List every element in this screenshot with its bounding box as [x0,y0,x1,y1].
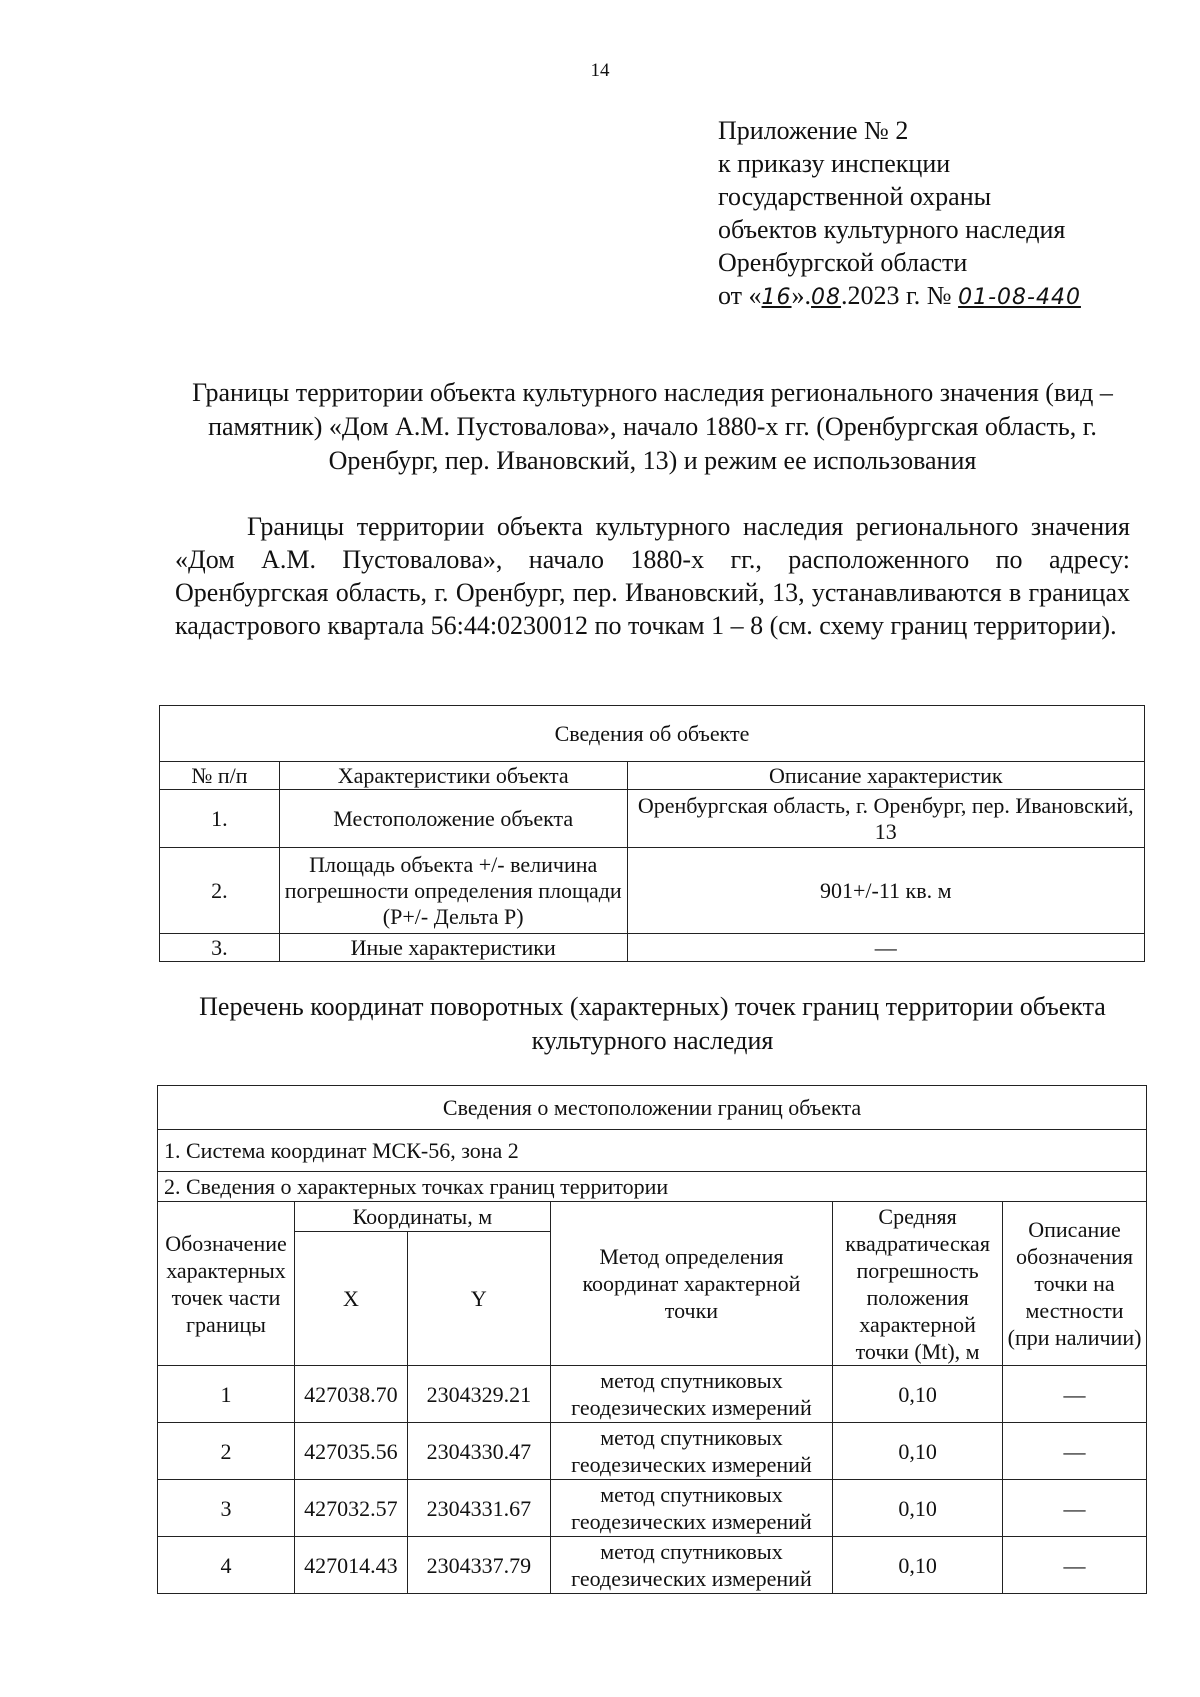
header-error: Средняя квадратическая погрешность положения характерной точки (Mt), м [833,1202,1003,1366]
point-y: 2304331.67 [407,1480,550,1537]
header-x: X [294,1232,407,1366]
table-row [160,848,1145,934]
point-x: 427014.43 [294,1537,407,1594]
point-id: 2 [158,1423,295,1480]
point-desc: — [1003,1480,1147,1537]
header-y: Y [407,1232,550,1366]
row-name: Площадь объекта +/- величина погрешности определения площади (P+/- Дельта P) [279,848,627,934]
point-id: 3 [158,1480,295,1537]
point-y: 2304330.47 [407,1423,550,1480]
row-name: Иные характеристики [279,934,627,962]
table-row [158,1366,1147,1423]
appendix-line: объектов культурного наследия [718,215,1066,244]
location-table-caption: Сведения о местоположении границ объекта [158,1086,1147,1130]
appendix-header [718,114,1081,314]
appendix-line: Приложение № 2 [718,116,909,145]
header-method: Метод определения координат характерной точки [550,1202,832,1366]
point-method: метод спутниковых геодезических измерений [550,1366,832,1423]
row-num: 3. [160,934,280,962]
date-mid: ». [791,281,812,310]
point-desc: — [1003,1537,1147,1594]
point-y: 2304337.79 [407,1537,550,1594]
order-number-handwritten: 01-08-440 [958,285,1081,310]
date-month-handwritten: 08 [811,285,842,310]
table-row [158,1480,1147,1537]
header-characteristics: Характеристики объекта [279,762,627,790]
date-day-handwritten: 16 [761,285,792,310]
row-name: Местоположение объекта [279,790,627,848]
object-info-table [159,705,1145,962]
table-row [160,790,1145,848]
point-id: 4 [158,1537,295,1594]
row-desc: Оренбургская область, г. Оренбург, пер. Ивановский, 13 [627,790,1144,848]
coordinates-title: Перечень координат поворотных (характерных) точек границ территории объекта культурного наследия [199,992,1106,1055]
point-y: 2304329.21 [407,1366,550,1423]
object-table-caption: Сведения об объекте [160,706,1145,762]
appendix-line: Оренбургской области [718,248,968,277]
point-desc: — [1003,1423,1147,1480]
point-error: 0,10 [833,1480,1003,1537]
header-description: Описание характеристик [627,762,1144,790]
point-x: 427038.70 [294,1366,407,1423]
row-desc: — [627,934,1144,962]
point-error: 0,10 [833,1537,1003,1594]
appendix-line: государственной охраны [718,182,992,211]
point-x: 427035.56 [294,1423,407,1480]
point-error: 0,10 [833,1366,1003,1423]
appendix-date-line [718,279,1081,314]
coordinate-system: 1. Система координат МСК-56, зона 2 [158,1130,1147,1172]
header-num: № п/п [160,762,280,790]
document-title: Границы территории объекта культурного наследия регионального значения (вид – памятник) «Дом А.М. Пустовалова», начало 1880-х гг. (Оренбургская область, г. Оренбург, пер. Ивановский, 13) и режим ее использования [192,378,1113,475]
location-table [157,1085,1147,1594]
date-year: .2023 г. № [841,281,959,310]
point-method: метод спутниковых геодезических измерений [550,1537,832,1594]
point-desc: — [1003,1366,1147,1423]
table-row [158,1423,1147,1480]
date-prefix: от « [718,281,762,310]
header-coordinates: Координаты, м [294,1202,550,1232]
point-error: 0,10 [833,1423,1003,1480]
point-method: метод спутниковых геодезических измерений [550,1423,832,1480]
appendix-line: к приказу инспекции [718,149,951,178]
point-id: 1 [158,1366,295,1423]
page-number: 14 [590,60,610,81]
point-x: 427032.57 [294,1480,407,1537]
row-num: 1. [160,790,280,848]
boundary-paragraph: Границы территории объекта культурного наследия регионального значения «Дом А.М. Пустовалова», начало 1880-х гг., расположенного по адресу: Оренбургская область, г. Оренбург, пер. Ивановский, 13, устанавливаются в границах кадастрового квартала 56:44:0230012 по точкам 1 – 8 (см. схему границ территории). [175,512,1130,640]
row-num: 2. [160,848,280,934]
table-row [158,1537,1147,1594]
header-designation: Обозначение характерных точек части границы [158,1202,295,1366]
header-point-description: Описание обозначения точки на местности (при наличии) [1003,1202,1147,1366]
point-method: метод спутниковых геодезических измерений [550,1480,832,1537]
table-row [160,934,1145,962]
points-caption: 2. Сведения о характерных точках границ территории [158,1172,1147,1202]
row-desc: 901+/-11 кв. м [627,848,1144,934]
